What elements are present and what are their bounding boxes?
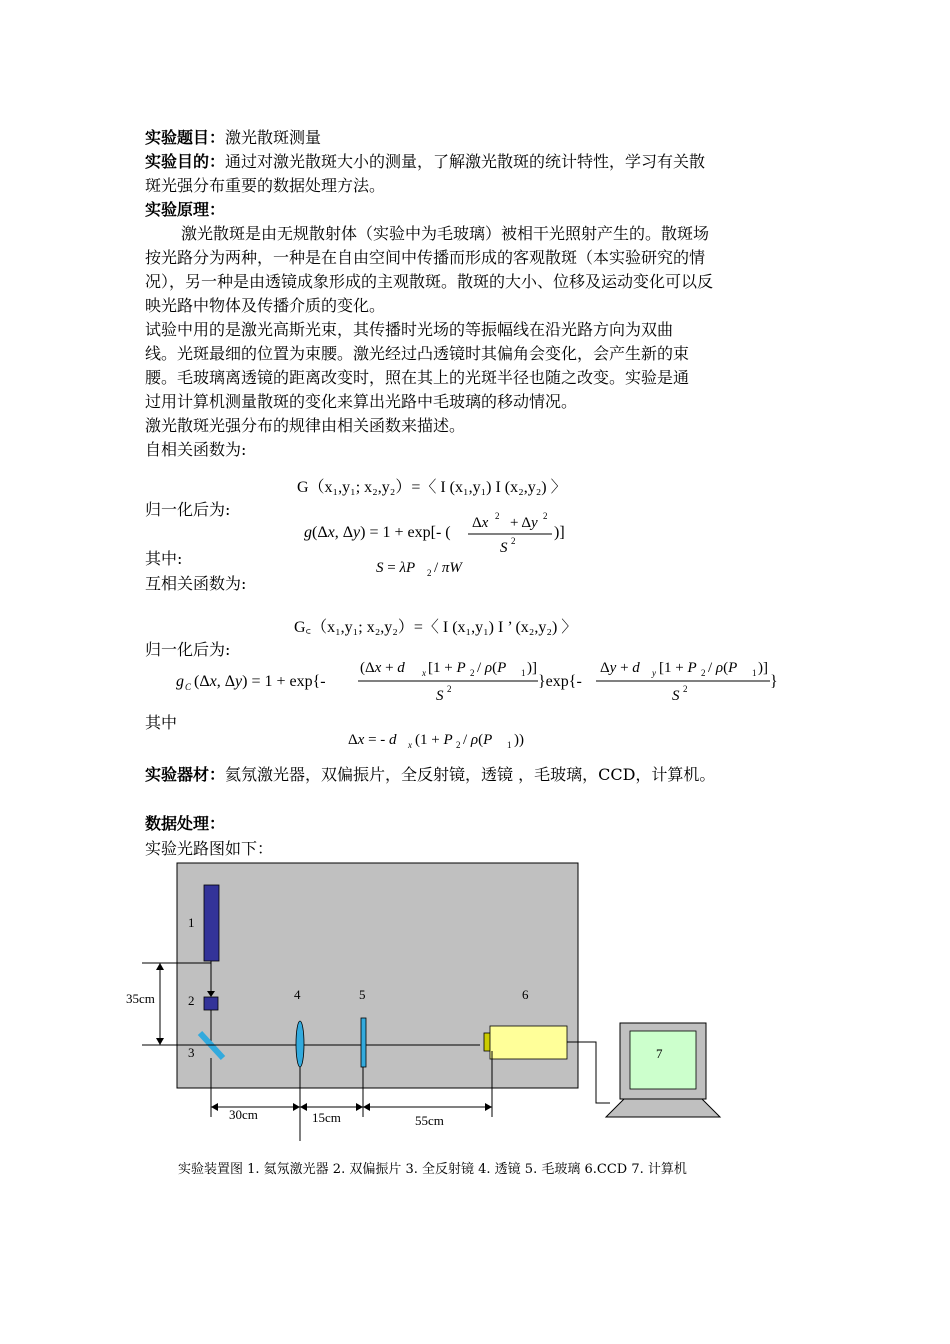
svg-text:2: 2	[470, 668, 475, 678]
svg-text:x: x	[408, 740, 412, 750]
dim-30-arrow-right-icon	[293, 1103, 300, 1111]
dim-55-label: 55cm	[415, 1113, 444, 1128]
principle-p1-line-1: 激光散斑是由无规散射体（实验中为毛玻璃）被相干光照射产生的。散斑场	[181, 224, 710, 243]
displacement-formula	[344, 726, 544, 752]
svg-text:(Δx, Δy) = 1 + exp{-: (Δx, Δy) = 1 + exp{-	[194, 673, 326, 690]
svg-text:Δy + d: Δy + d	[600, 660, 640, 676]
svg-text:C: C	[185, 682, 192, 692]
svg-text:2: 2	[447, 684, 452, 694]
computer-base	[606, 1099, 720, 1117]
ground-glass	[361, 1018, 366, 1067]
dim-55-arrow-right-icon	[485, 1103, 492, 1111]
title-label: 实验题目：	[145, 128, 226, 147]
svg-text:)): ))	[514, 732, 524, 748]
normalized-crosscorr-formula	[172, 650, 792, 710]
svg-text:S: S	[436, 688, 444, 704]
svg-text:+ Δy: + Δy	[510, 515, 538, 531]
figure-caption: 实验装置图 1. 氦氖激光器 2. 双偏振片 3. 全反射镜 4. 透镜 5. 毛玻璃 6.CCD 7. 计算机	[178, 1162, 687, 1177]
svg-text:1: 1	[521, 668, 526, 678]
dim-55-arrow-left-icon	[363, 1103, 370, 1111]
dim-35-label: 35cm	[126, 991, 155, 1006]
data-processing-label: 数据处理：	[145, 814, 226, 833]
svg-text:)]: )]	[554, 524, 565, 541]
dim-30-arrow-left-icon	[211, 1103, 218, 1111]
dim-30-label: 30cm	[229, 1107, 258, 1122]
svg-text:}: }	[770, 673, 778, 690]
principle-p1-line-2: 按光路分为两种，一种是在自由空间中传播而形成的客观散斑（本实验研究的情	[145, 248, 706, 267]
svg-text:x: x	[422, 668, 426, 678]
label-polarizer-number: 2	[188, 993, 195, 1008]
svg-text:/ πW: / πW	[434, 560, 462, 576]
purpose-line	[145, 150, 705, 174]
normalized-label-1: 归一化后为:	[145, 500, 231, 519]
lens	[296, 1021, 304, 1067]
dim-35-arrow-down-icon	[156, 1038, 164, 1045]
label-ccd-number: 6	[522, 987, 529, 1002]
svg-text:2: 2	[701, 668, 706, 678]
svg-text:/ ρ(P: / ρ(P	[477, 660, 507, 676]
svg-text:S: S	[672, 688, 680, 704]
principle-p3: 激光散斑光强分布的规律由相关函数来描述。	[145, 416, 466, 435]
equipment-label: 实验器材：	[145, 765, 226, 784]
svg-text:(Δx + d: (Δx + d	[360, 660, 405, 676]
svg-text:(1 + P: (1 + P	[415, 732, 453, 748]
normalized-label-2: 归一化后为:	[145, 640, 231, 659]
label-ground-glass-number: 5	[359, 987, 366, 1002]
svg-text:g(Δx, Δy) = 1 + exp[- (: g(Δx, Δy) = 1 + exp[- (	[304, 524, 451, 541]
data-processing-intro: 实验光路图如下：	[145, 839, 274, 858]
label-computer-number: 7	[656, 1046, 663, 1061]
svg-text:2: 2	[495, 511, 500, 521]
svg-text:2: 2	[683, 684, 688, 694]
principle-label: 实验原理：	[145, 200, 226, 219]
ccd-camera	[490, 1026, 567, 1059]
svg-text:g: g	[176, 673, 184, 690]
speckle-size-formula	[372, 553, 482, 579]
svg-text:2: 2	[543, 511, 548, 521]
equipment-line	[145, 763, 715, 787]
where-label-2: 其中	[145, 713, 178, 732]
title-line	[145, 126, 321, 150]
crosscorr-label: 互相关函数为:	[145, 574, 247, 593]
svg-text:Δx: Δx	[472, 515, 489, 531]
svg-text:2: 2	[427, 568, 432, 578]
computer-screen	[630, 1031, 696, 1089]
svg-text:2: 2	[456, 740, 461, 750]
equipment-text: 氦氖激光器，双偏振片，全反射镜，透镜 ，毛玻璃，CCD，计算机。	[225, 765, 716, 784]
autocorr-label: 自相关函数为:	[145, 440, 247, 459]
purpose-label: 实验目的：	[145, 152, 226, 171]
svg-text:S: S	[500, 540, 508, 556]
principle-p1-line-3: 况），另一种是由透镜成象形成的主观散斑。散斑的大小、位移及运动变化可以反	[145, 272, 714, 291]
svg-text:S = λP: S = λP	[376, 560, 416, 576]
principle-p2-line-4: 过用计算机测量散斑的变化来算出光路中毛玻璃的移动情况。	[145, 392, 578, 411]
svg-text:)]: )]	[758, 660, 768, 676]
svg-text:Δx = - d: Δx = - d	[348, 732, 397, 748]
principle-p1-line-4: 映光路中物体及传播介质的变化。	[145, 296, 386, 315]
svg-text:1: 1	[752, 668, 757, 678]
principle-p2-line-3: 腰。毛玻璃离透镜的距离改变时，照在其上的光斑半径也随之改变。实验是通	[145, 368, 690, 387]
dim-15-arrow-left-icon	[300, 1103, 307, 1111]
dim-15-arrow-right-icon	[356, 1103, 363, 1111]
svg-text:2: 2	[511, 536, 516, 546]
svg-text:y: y	[652, 668, 656, 678]
crosscorr-formula: G꜀（x₁,y₁; x₂,y₂）=〈 I (x₁,y₁) I ’ (x₂,y₂) 〉	[294, 619, 578, 636]
laser	[204, 885, 219, 961]
double-polarizer	[204, 997, 218, 1010]
principle-p2-line-1: 试验中用的是激光高斯光束，其传播时光场的等振幅线在沿光路方向为双曲	[145, 320, 674, 339]
title-text: 激光散斑测量	[225, 128, 322, 147]
svg-text:1: 1	[507, 740, 512, 750]
svg-text:/ ρ(P: / ρ(P	[708, 660, 738, 676]
svg-text:[1 + P: [1 + P	[659, 660, 697, 676]
purpose-text-1: 通过对激光散斑大小的测量，了解激光散斑的统计特性，学习有关散	[225, 152, 706, 171]
dim-15-label: 15cm	[312, 1110, 341, 1125]
dim-35-arrow-up-icon	[156, 963, 164, 970]
label-lens-number: 4	[294, 987, 301, 1002]
autocorr-formula: G（x₁,y₁; x₂,y₂）=〈 I (x₁,y₁) I (x₂,y₂) 〉	[297, 479, 567, 496]
principle-p2-line-2: 线。光斑最细的位置为束腰。激光经过凸透镜时其偏角会变化，会产生新的束	[145, 344, 690, 363]
svg-text:[1 + P: [1 + P	[428, 660, 466, 676]
label-laser-number: 1	[188, 915, 195, 930]
label-mirror-number: 3	[188, 1045, 195, 1060]
optical-setup-diagram	[120, 855, 760, 1155]
purpose-line-2: 斑光强分布重要的数据处理方法。	[145, 176, 386, 195]
where-label-1: 其中:	[145, 549, 183, 568]
svg-text:}exp{-: }exp{-	[538, 673, 582, 690]
svg-text:)]: )]	[527, 660, 537, 676]
svg-text:/ ρ(P: / ρ(P	[463, 732, 493, 748]
